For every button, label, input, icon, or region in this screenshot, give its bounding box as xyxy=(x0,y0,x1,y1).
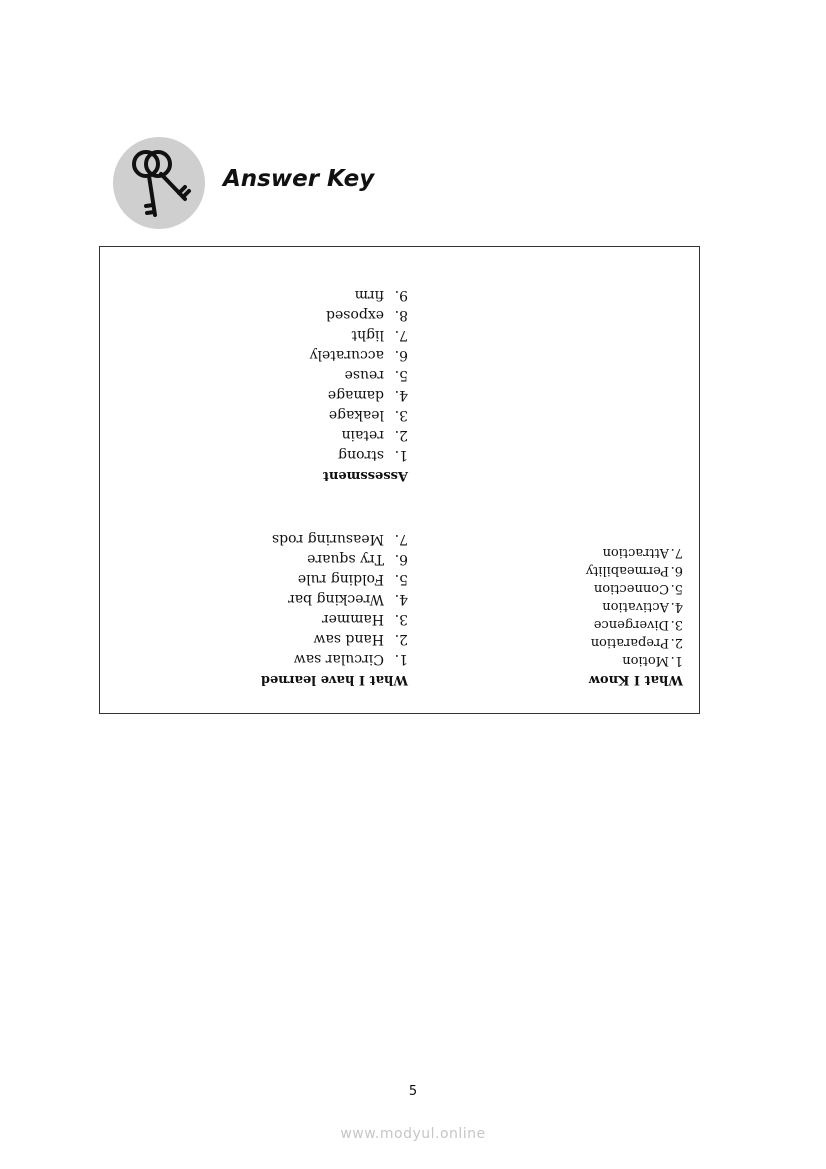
what-i-know-section xyxy=(586,543,699,713)
section-heading: Assessment xyxy=(322,468,408,483)
list-item: 8.exposed xyxy=(325,307,408,323)
list-item: 4.damage xyxy=(327,387,408,403)
list-item: 7.Attraction xyxy=(602,545,683,560)
page-number: 5 xyxy=(408,1084,418,1099)
answer-list xyxy=(586,543,683,669)
list-item: 1.strong xyxy=(338,447,408,463)
answer-list xyxy=(261,529,408,669)
list-item: 4.Activation xyxy=(602,599,683,614)
list-item: 3.Hammer xyxy=(321,611,408,627)
list-item: 2.retain xyxy=(341,427,408,443)
section-heading: What I Know xyxy=(588,672,683,687)
list-item: 5.Folding rule xyxy=(297,571,408,587)
answer-key-flipped-content xyxy=(100,247,699,713)
list-item: 5.Connection xyxy=(593,581,683,596)
list-item: 6.accurately xyxy=(309,347,408,363)
list-item: 5.reuse xyxy=(344,367,408,383)
keys-icon xyxy=(113,137,205,229)
keys-icon-badge xyxy=(113,137,205,229)
list-item: 1.Motion xyxy=(622,653,683,668)
section-heading: What I have learned xyxy=(260,672,408,687)
list-item: 6.Permeability xyxy=(585,563,683,578)
assessment-section xyxy=(310,285,408,485)
list-item: 3.leakage xyxy=(328,407,408,423)
list-item: 1.Circular saw xyxy=(293,651,408,667)
list-item: 2.Preparation xyxy=(590,635,683,650)
answer-key-box xyxy=(99,246,700,714)
list-item: 7.light xyxy=(351,327,408,343)
list-item: 3.Divergence xyxy=(593,617,683,632)
list-item: 6.Try square xyxy=(307,551,408,567)
page-title: Answer Key xyxy=(223,166,375,192)
list-item: 7.Measuring rods xyxy=(271,531,408,547)
list-item: 9.firm xyxy=(354,287,408,303)
list-item: 2.Hand saw xyxy=(313,631,408,647)
list-item: 4.Wrecking bar xyxy=(288,591,408,607)
watermark: www.modyul.online xyxy=(340,1126,486,1142)
answer-list xyxy=(310,285,408,465)
what-i-have-learned-section xyxy=(261,529,408,689)
